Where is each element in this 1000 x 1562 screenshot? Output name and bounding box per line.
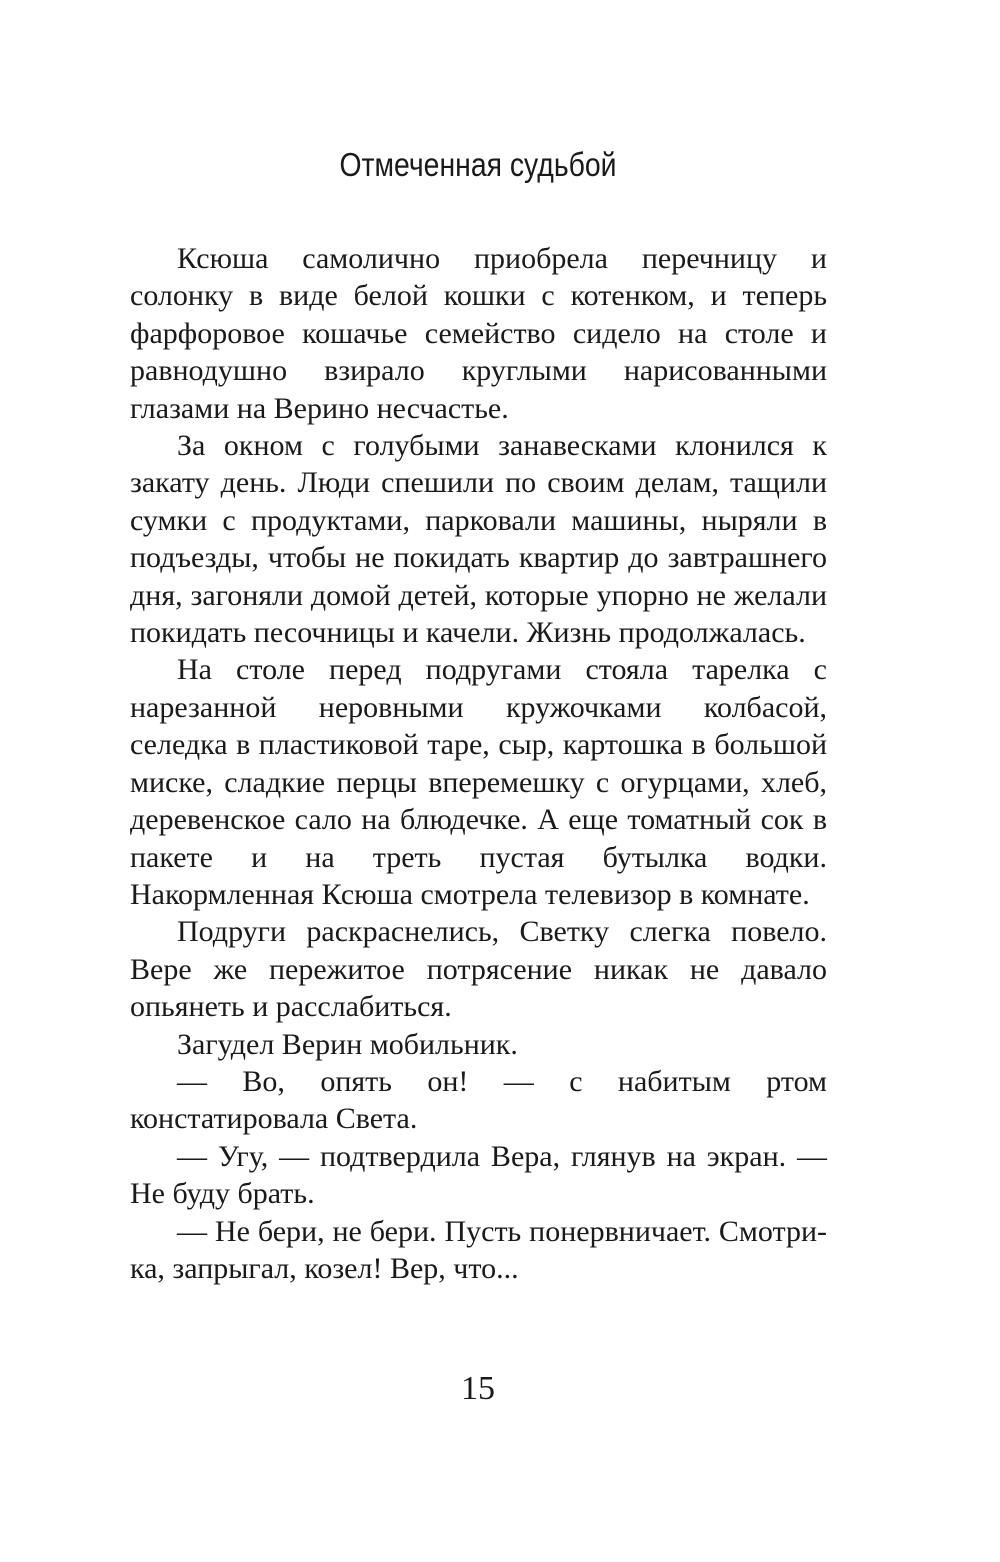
dialogue-line: — Угу, — подтвердила Вера, глянув на экран. — Не буду брать. (130, 1139, 827, 1211)
page-number: 15 (461, 1370, 495, 1407)
dialogue-line: — Во, опять он! — с набитым ртом констатировала Света. (130, 1064, 827, 1136)
paragraph: Подруги раскраснелись, Светку слегка повело. Вере же пережитое потрясение никак не давало опьянеть и расслабиться. (130, 915, 827, 1024)
dialogue-line: — Не бери, не бери. Пусть понервничает. Смотри-ка, запрыгал, козел! Вер, что... (130, 1214, 827, 1285)
paragraph: На столе перед подругами стояла тарелка с нарезанной неровными кружочками колбасой, селедка в пластиковой таре, сыр, картошка в большой миске, сладкие перцы вперемешку с огурцами, хлеб, деревенское сало на блюдечке. А еще томатный сок в пакете и на треть пустая бутылка водки. Накормленная Ксюша смотрела телевизор в комнате. (130, 653, 827, 911)
paragraph: Загудел Верин мобильник. (177, 1027, 518, 1061)
body-text (130, 240, 827, 1287)
paragraph: Ксюша самолично приобрела перечницу и солонку в виде белой кошки с котенком, и теперь фарфоровое кошачье семейство сидело на столе и равнодушно взирало круглыми нарисованными глазами на Верино несчастье. (130, 242, 827, 425)
paragraph: За окном с голубыми занавесками клонился к закату день. Люди спешили по своим делам, тащили сумки с продуктами, парковали машины, ныряли в подъезды, чтобы не покидать квартир до завтрашнего дня, загоняли домой детей, которые упорно не желали покидать песочницы и качели. Жизнь продолжалась. (130, 429, 827, 650)
running-title: Отмеченная судьбой (339, 146, 617, 183)
